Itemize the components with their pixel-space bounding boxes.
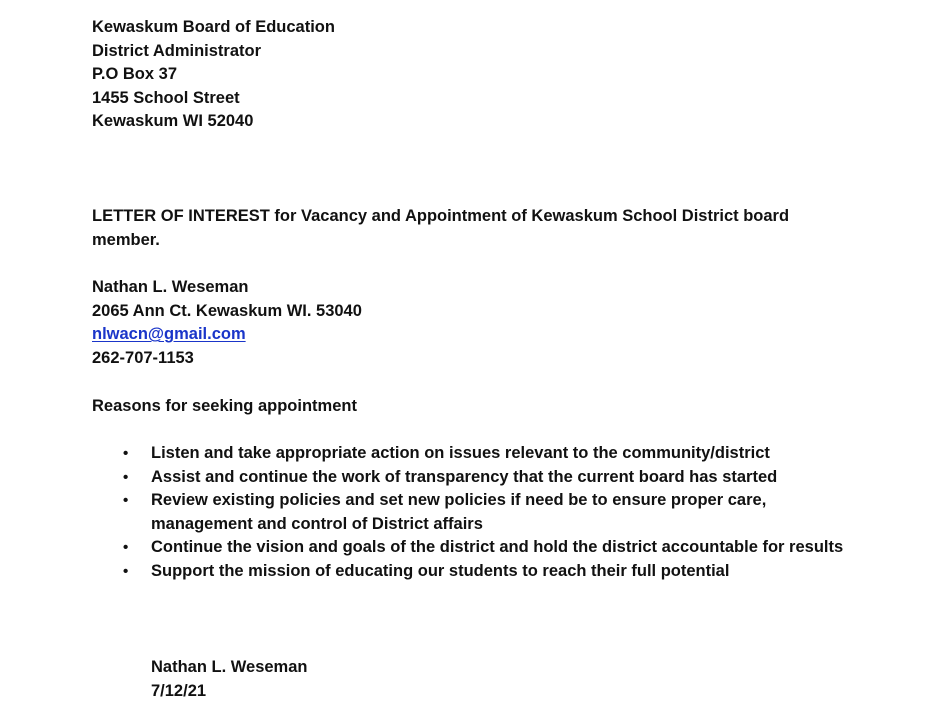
sender-phone: 262-707-1153 xyxy=(92,348,194,367)
letter-subject xyxy=(92,205,812,252)
recipient-line-po-box: P.O Box 37 xyxy=(92,65,177,83)
subject-text: LETTER OF INTEREST for Vacancy and Appointment of Kewaskum School District board member. xyxy=(92,207,790,249)
recipient-line-title: District Administrator xyxy=(92,41,261,60)
recipient-line-city: Kewaskum WI 52040 xyxy=(92,112,254,130)
list-item xyxy=(123,536,871,560)
bullet-icon: • xyxy=(123,445,129,462)
sender-email-link[interactable]: nlwacn@gmail.com xyxy=(92,325,246,343)
sender-name: Nathan L. Weseman xyxy=(92,278,249,296)
recipient-line-organization: Kewaskum Board of Education xyxy=(92,18,335,36)
sender-contact xyxy=(92,276,362,370)
recipient-line-street: 1455 School Street xyxy=(92,88,240,107)
bullet-icon: • xyxy=(123,492,129,509)
bullet-icon: • xyxy=(123,468,129,486)
reasons-section xyxy=(92,395,357,419)
list-item xyxy=(123,489,871,536)
reason-text: Support the mission of educating our students to reach their full potential xyxy=(151,561,730,580)
reasons-list xyxy=(123,442,871,583)
signature-name: Nathan L. Weseman xyxy=(151,658,308,676)
signature-block xyxy=(151,656,307,703)
bullet-icon: • xyxy=(123,562,129,580)
sender-address: 2065 Ann Ct. Kewaskum WI. 53040 xyxy=(92,301,362,320)
reason-text: Review existing policies and set new policies if need be to ensure proper care, management and control of District affairs xyxy=(151,491,767,533)
list-item xyxy=(123,466,871,490)
bullet-icon: • xyxy=(123,539,129,556)
signature-date: 7/12/21 xyxy=(151,681,207,700)
reason-text: Assist and continue the work of transparency that the current board has started xyxy=(151,467,778,486)
reason-text: Continue the vision and goals of the district and hold the district accountable for results xyxy=(151,538,844,556)
list-item xyxy=(123,560,871,584)
reasons-heading: Reasons for seeking appointment xyxy=(92,397,357,415)
recipient-address xyxy=(92,16,335,134)
list-item xyxy=(123,442,871,466)
reason-text: Listen and take appropriate action on issues relevant to the community/district xyxy=(151,444,770,462)
